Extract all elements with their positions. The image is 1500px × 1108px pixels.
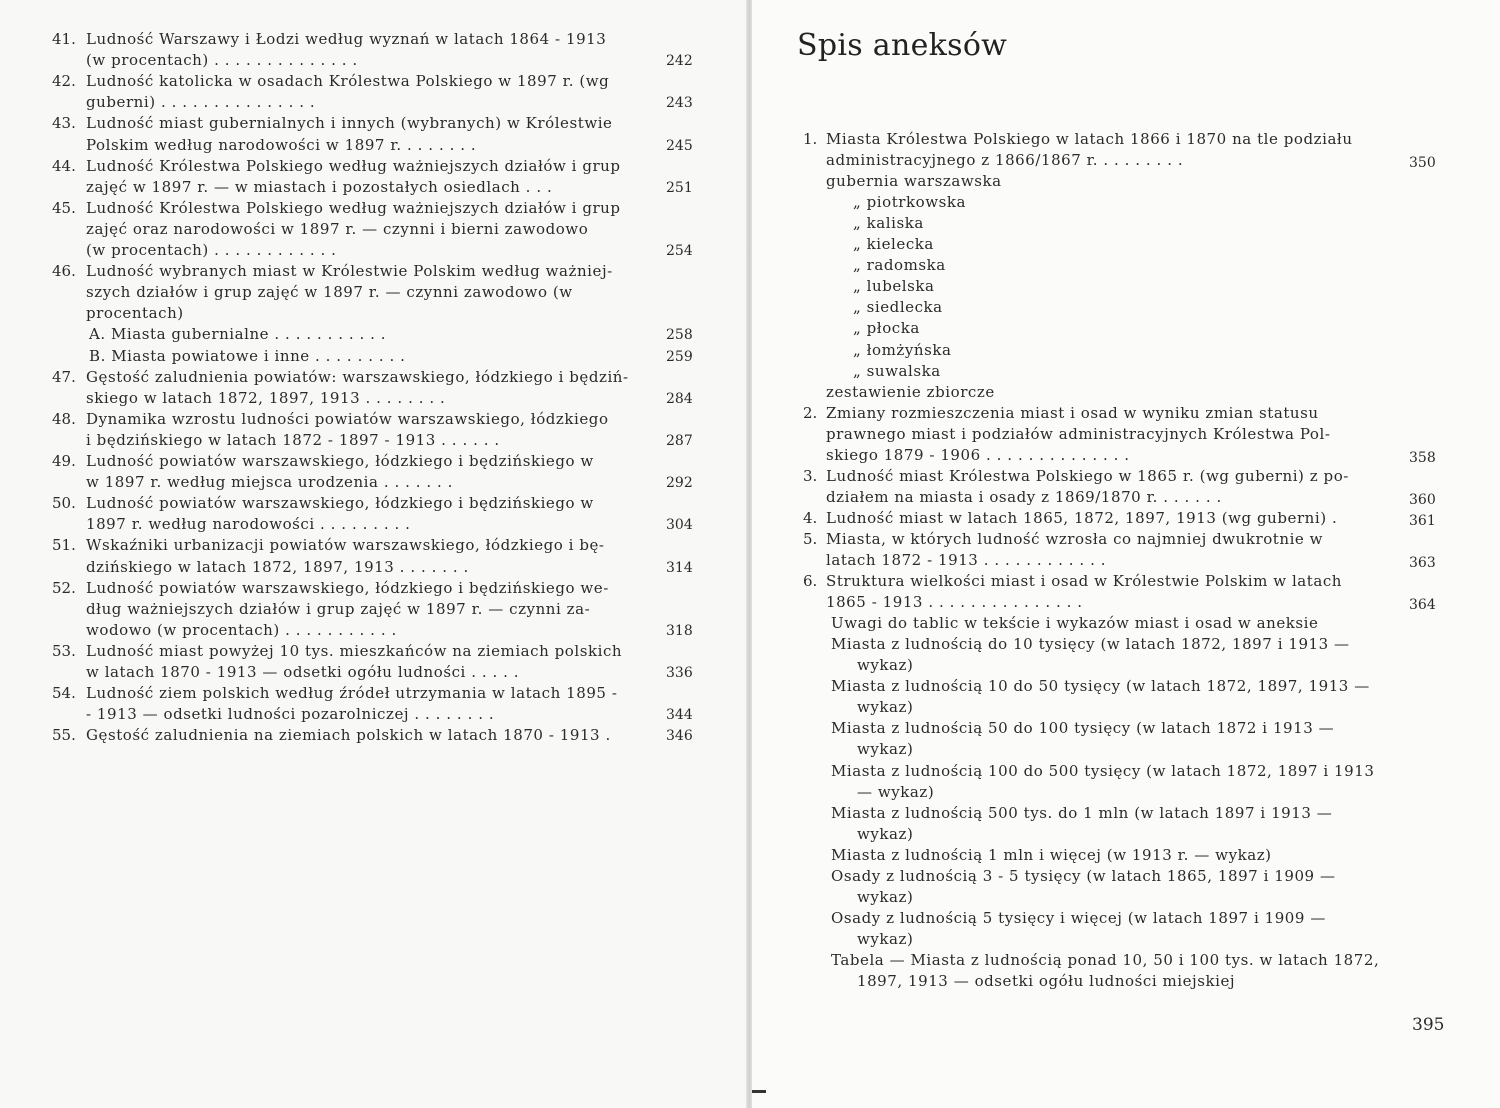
annex-entry-line: wykaz) <box>857 929 914 948</box>
table-entry-line: (w procentach) . . . . . . . . . . . . <box>86 241 337 259</box>
table-entry-number: 47. <box>52 367 76 386</box>
annex-entry-line: Miasta, w których ludność wzrosła co najmniej dwukrotnie w <box>826 529 1324 548</box>
page-number: 395 <box>1412 1015 1445 1035</box>
table-entry-line: zajęć w 1897 r. — w miastach i pozostałych osiedlach . . . <box>86 177 553 196</box>
annex-entry-number: 3. <box>803 466 818 485</box>
annex-entry-line: Uwagi do tablic w tekście i wykazów miast i osad w aneksie <box>831 614 1319 633</box>
table-entry-page: 242 <box>666 53 693 70</box>
table-entry-page: 292 <box>666 475 693 492</box>
annex-entry-line: Miasta z ludnością 1 mln i więcej (w 1913 r. — wykaz) <box>831 845 1272 864</box>
annex-entry-line: 1897, 1913 — odsetki ogółu ludności miejskiej <box>857 972 1236 990</box>
annex-entry-line: Miasta z ludnością 10 do 50 tysięcy (w latach 1872, 1897, 1913 — <box>831 677 1370 696</box>
annex-entry-line: wykaz) <box>857 698 914 717</box>
table-entry-line: Gęstość zaludnienia na ziemiach polskich w latach 1870 - 1913 . <box>86 726 611 745</box>
annex-entry-number: 4. <box>803 508 818 527</box>
annex-entry-line: „ łomżyńska <box>853 340 952 359</box>
table-entry-page: 284 <box>666 390 693 407</box>
table-entry-page: 258 <box>666 327 693 344</box>
table-entry-number: 53. <box>52 641 76 660</box>
annex-entry-line: latach 1872 - 1913 . . . . . . . . . . . . <box>826 551 1107 569</box>
table-entry-line: A. Miasta gubernialne . . . . . . . . . . . <box>89 325 387 344</box>
annex-entry-line: Osady z ludnością 3 - 5 tysięcy (w latach 1865, 1897 i 1909 — <box>831 866 1336 885</box>
table-entry-line: Ludność miast powyżej 10 tys. mieszkańców na ziemiach polskich <box>86 641 623 660</box>
annex-entry-line: Tabela — Miasta z ludnością ponad 10, 50 i 100 tys. w latach 1872, <box>831 950 1380 969</box>
annex-entry-number: 6. <box>803 572 818 591</box>
annex-entry-page: 364 <box>1409 597 1436 614</box>
table-entry-line: Ludność Warszawy i Łodzi według wyznań w latach 1864 - 1913 <box>86 30 607 48</box>
annex-entry-line: prawnego miast i podziałów administracyjnych Królestwa Pol- <box>826 424 1331 443</box>
annex-entry-line: działem na miasta i osady z 1869/1870 r. . . . . . . <box>826 487 1222 506</box>
annex-entry-line: Osady z ludnością 5 tysięcy i więcej (w latach 1897 i 1909 — <box>831 908 1326 927</box>
annex-list-heading: Spis aneksów <box>797 28 1008 63</box>
annex-entry-line: „ radomska <box>853 256 946 275</box>
table-entry-page: 336 <box>666 665 693 681</box>
table-entry-number: 46. <box>52 262 76 281</box>
table-entry-number: 55. <box>52 726 76 745</box>
annex-entry-line: administracyjnego z 1866/1867 r. . . . . . . . . <box>826 151 1184 170</box>
table-entry-number: 43. <box>52 114 76 133</box>
table-entry-line: Ludność powiatów warszawskiego, łódzkiego i będzińskiego w <box>86 452 594 470</box>
annex-entry-line: gubernia warszawska <box>826 172 1002 191</box>
table-entry-number: 54. <box>52 684 76 703</box>
table-entry-line: - 1913 — odsetki ludności pozarolniczej . . . . . . . . <box>86 705 495 724</box>
table-entry-line: 1897 r. według narodowości . . . . . . . . . <box>86 515 411 534</box>
annex-entry-line: „ siedlecka <box>853 298 943 317</box>
annex-entry-page: 363 <box>1409 555 1436 571</box>
table-entry-page: 346 <box>666 728 693 745</box>
annex-entry-number: 2. <box>803 403 818 422</box>
table-entry-line: w latach 1870 - 1913 — odsetki ogółu ludności . . . . . <box>86 663 520 681</box>
annex-entry-line: „ kielecka <box>853 235 934 254</box>
annex-entry-number: 5. <box>803 529 818 548</box>
table-entry-line: Ludność wybranych miast w Królestwie Polskim według ważniej- <box>86 262 613 281</box>
annex-entry-line: zestawienie zbiorcze <box>826 382 995 401</box>
table-entry-page: 344 <box>666 707 693 724</box>
annex-entry-line: skiego 1879 - 1906 . . . . . . . . . . . . . . <box>826 445 1130 464</box>
annex-entry-line: — wykaz) <box>857 782 935 801</box>
table-entry-line: Ludność miast gubernialnych i innych (wybranych) w Królestwie <box>86 114 613 133</box>
annex-entry-page: 358 <box>1409 449 1436 466</box>
table-entry-line: Ludność ziem polskich według źródeł utrzymania w latach 1895 - <box>86 684 618 703</box>
annex-entry-line: 1865 - 1913 . . . . . . . . . . . . . . . <box>826 593 1083 612</box>
annex-entry-line: „ kaliska <box>853 214 924 233</box>
table-entry-line: Wskaźniki urbanizacji powiatów warszawskiego, łódzkiego i bę- <box>86 536 605 555</box>
annex-entry-line: Miasta z ludnością 100 do 500 tysięcy (w latach 1872, 1897 i 1913 <box>831 761 1375 780</box>
annex-entry-page: 360 <box>1409 491 1436 508</box>
table-entry-page: 254 <box>666 243 693 259</box>
table-entry-page: 245 <box>666 137 693 154</box>
table-entry-line: w 1897 r. według miejsca urodzenia . . . . . . . <box>86 473 453 492</box>
annex-entry-line: Miasta Królestwa Polskiego w latach 1866 i 1870 na tle podziału <box>826 130 1353 148</box>
table-entry-page: 243 <box>666 95 693 112</box>
gutter-mark <box>752 1090 766 1093</box>
table-entry-line: Ludność powiatów warszawskiego, łódzkiego i będzińskiego w <box>86 494 594 513</box>
table-entry-page: 318 <box>666 622 693 639</box>
annex-entry-line: Miasta z ludnością 50 do 100 tysięcy (w latach 1872 i 1913 — <box>831 719 1335 738</box>
table-entry-line: szych działów i grup zajęć w 1897 r. — czynni zawodowo (w <box>86 283 573 302</box>
table-entry-number: 49. <box>52 452 76 470</box>
annex-entry-page: 361 <box>1409 512 1436 529</box>
annex-entry-line: wykaz) <box>857 740 914 759</box>
table-entry-line: guberni) . . . . . . . . . . . . . . . <box>86 93 316 112</box>
annex-entry-line: „ płocka <box>853 319 920 338</box>
annex-entry-line: Miasta z ludnością do 10 tysięcy (w latach 1872, 1897 i 1913 — <box>831 635 1350 654</box>
table-entry-line: skiego w latach 1872, 1897, 1913 . . . . . . . . <box>86 388 446 407</box>
table-entry-number: 51. <box>52 536 76 555</box>
table-entry-line: Ludność katolicka w osadach Królestwa Polskiego w 1897 r. (wg <box>86 72 610 91</box>
table-entry-line: Gęstość zaludnienia powiatów: warszawskiego, łódzkiego i będziń- <box>86 367 629 386</box>
annex-entry-line: wykaz) <box>857 656 914 675</box>
annex-entry-number: 1. <box>803 130 818 148</box>
annex-entry-line: „ piotrkowska <box>853 193 967 212</box>
annex-entry-page: 350 <box>1409 155 1436 172</box>
table-entry-line: i będzińskiego w latach 1872 - 1897 - 1913 . . . . . . <box>86 430 500 449</box>
annex-entry-line: „ lubelska <box>853 277 935 296</box>
annex-entry-line: wykaz) <box>857 887 914 906</box>
annex-entry-line: Miasta z ludnością 500 tys. do 1 mln (w latach 1897 i 1913 — <box>831 803 1333 822</box>
table-entry-number: 44. <box>52 156 76 175</box>
annex-entry-line: Ludność miast w latach 1865, 1872, 1897, 1913 (wg guberni) . <box>826 508 1338 527</box>
table-entry-line: B. Miasta powiatowe i inne . . . . . . . . . <box>89 346 406 365</box>
table-entry-number: 52. <box>52 578 76 597</box>
table-entry-line: Polskim według narodowości w 1897 r. . . . . . . . <box>86 135 477 154</box>
annex-entry-line: wykaz) <box>857 824 914 843</box>
annex-entry-line: „ suwalska <box>853 361 941 380</box>
table-entry-page: 259 <box>666 348 693 365</box>
table-entry-number: 42. <box>52 72 76 91</box>
table-entry-number: 45. <box>52 198 76 217</box>
table-entry-line: dzińskiego w latach 1872, 1897, 1913 . . . . . . . <box>86 557 469 576</box>
table-entry-number: 41. <box>52 30 76 48</box>
table-entry-line: (w procentach) . . . . . . . . . . . . . . <box>86 51 358 70</box>
table-entry-line: Ludność Królestwa Polskiego według ważniejszych działów i grup <box>86 156 621 175</box>
table-entry-line: procentach) <box>86 304 184 323</box>
annex-entry-line: Zmiany rozmieszczenia miast i osad w wyniku zmian statusu <box>826 403 1319 422</box>
table-entry-line: wodowo (w procentach) . . . . . . . . . . . <box>86 620 397 639</box>
table-entry-line: Ludność powiatów warszawskiego, łódzkiego i będzińskiego we- <box>86 578 609 597</box>
annex-entry-line: Ludność miast Królestwa Polskiego w 1865 r. (wg guberni) z po- <box>826 466 1349 485</box>
table-entry-line: dług ważniejszych działów i grup zajęć w 1897 r. — czynni za- <box>86 599 591 618</box>
table-entry-line: Ludność Królestwa Polskiego według ważniejszych działów i grup <box>86 198 621 217</box>
table-entry-page: 314 <box>666 559 693 576</box>
table-entry-page: 304 <box>666 517 693 534</box>
table-entry-page: 287 <box>666 432 693 449</box>
table-entry-line: zajęć oraz narodowości w 1897 r. — czynni i bierni zawodowo <box>86 219 589 238</box>
table-entry-number: 50. <box>52 494 76 513</box>
table-entry-line: Dynamika wzrostu ludności powiatów warszawskiego, łódzkiego <box>86 409 609 428</box>
annex-entry-line: Struktura wielkości miast i osad w Królestwie Polskim w latach <box>826 572 1343 591</box>
table-entry-page: 251 <box>666 179 693 196</box>
table-entry-number: 48. <box>52 409 76 428</box>
